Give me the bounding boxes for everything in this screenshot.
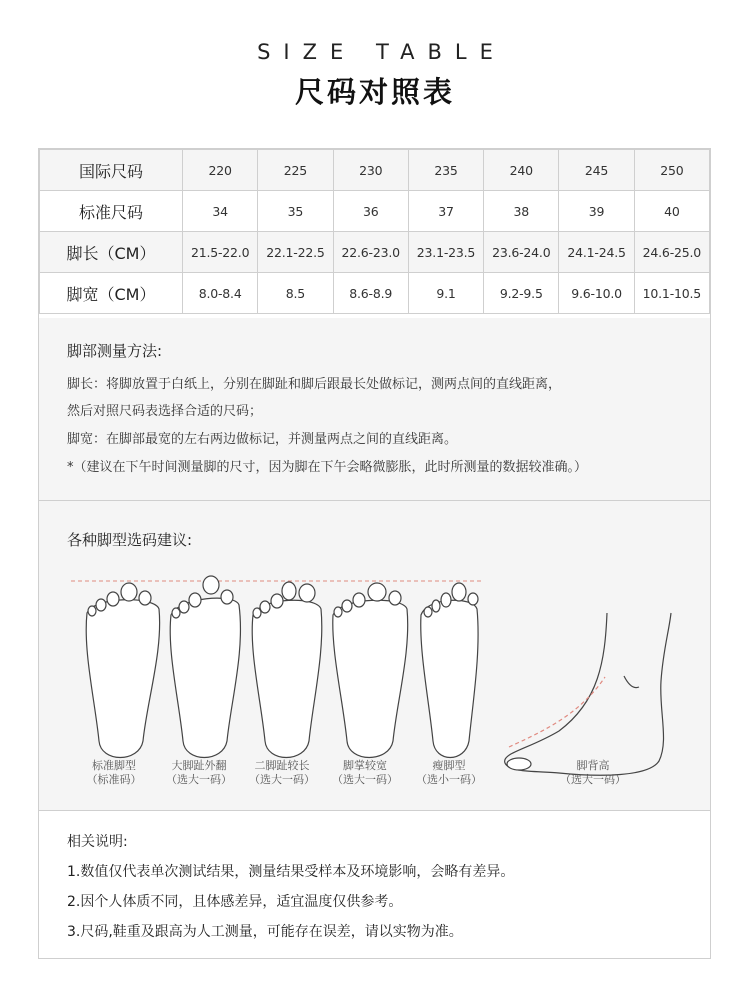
table-cell: 245: [559, 150, 634, 191]
high-instep-foot-icon: [505, 613, 671, 775]
table-cell: 34: [183, 191, 258, 232]
row-header: 脚长（CM）: [40, 232, 183, 273]
note-line: 1.数值仅代表单次测试结果，测量结果受样本及环境影响，会略有差异。: [67, 864, 515, 880]
note-line: 2.因个人体质不同，且体感差异，适宜温度仅供参考。: [67, 894, 403, 910]
table-cell: 22.1-22.5: [258, 232, 333, 273]
table-cell: 24.1-24.5: [559, 232, 634, 273]
table-cell: 8.6-8.9: [333, 273, 408, 314]
bunion-foot-icon: [170, 576, 240, 758]
table-cell: 220: [183, 150, 258, 191]
size-chart-frame: [38, 148, 711, 959]
table-cell: 24.6-25.0: [634, 232, 709, 273]
table-cell: 37: [408, 191, 483, 232]
foot-type-label: 二脚趾较长 （选大一码）: [249, 759, 315, 786]
foot-type-title: 各种脚型选码建议:: [67, 531, 193, 549]
table-cell: 235: [408, 150, 483, 191]
standard-foot-icon: [86, 583, 159, 758]
foot-type-label: 标准脚型 （标准码）: [86, 759, 142, 786]
table-cell: 9.1: [408, 273, 483, 314]
table-cell: 23.1-23.5: [408, 232, 483, 273]
table-row: [40, 191, 710, 232]
table-row: [40, 232, 710, 273]
table-cell: 39: [559, 191, 634, 232]
long-second-toe-foot-icon: [252, 582, 322, 758]
table-cell: 8.5: [258, 273, 333, 314]
table-cell: 22.6-23.0: [333, 232, 408, 273]
header: [0, 40, 750, 111]
note-line: 3.尺码,鞋重及跟高为人工测量，可能存在误差，请以实物为准。: [67, 924, 463, 940]
table-cell: 230: [333, 150, 408, 191]
measurement-method-section: [39, 318, 710, 501]
wide-forefoot-icon: [333, 583, 408, 758]
measurement-line: 脚宽：在脚部最宽的左右两边做标记，并测量两点之间的直线距离。: [67, 432, 458, 447]
measurement-title: 脚部测量方法:: [67, 342, 163, 360]
table-cell: 38: [484, 191, 559, 232]
foot-type-label: 脚掌较宽 （选大一码）: [332, 759, 398, 786]
table-cell: 8.0-8.4: [183, 273, 258, 314]
foot-type-section: [39, 501, 710, 811]
table-cell: 240: [484, 150, 559, 191]
table-row: [40, 273, 710, 314]
row-header: 国际尺码: [40, 150, 183, 191]
table-cell: 225: [258, 150, 333, 191]
table-cell: 40: [634, 191, 709, 232]
narrow-foot-icon: [421, 583, 478, 758]
table-cell: 9.2-9.5: [484, 273, 559, 314]
foot-type-label: 大脚趾外翻 （选大一码）: [166, 759, 232, 786]
row-header: 标准尺码: [40, 191, 183, 232]
measurement-line: 然后对照尺码表选择合适的尺码；: [67, 404, 263, 419]
notes-section: [39, 811, 710, 958]
chinese-title: 尺码对照表: [294, 75, 455, 109]
row-header: 脚宽（CM）: [40, 273, 183, 314]
table-cell: 250: [634, 150, 709, 191]
notes-title: 相关说明:: [67, 834, 128, 850]
foot-type-label: 脚背高 （选大一码）: [560, 759, 626, 786]
foot-type-label: 瘦脚型 （选小一码）: [416, 759, 482, 786]
table-cell: 23.6-24.0: [484, 232, 559, 273]
table-cell: 9.6-10.0: [559, 273, 634, 314]
table-row: [40, 150, 710, 191]
table-cell: 21.5-22.0: [183, 232, 258, 273]
table-cell: 36: [333, 191, 408, 232]
english-title: SIZE TABLE: [257, 40, 506, 64]
measurement-line: *（建议在下午时间测量脚的尺寸，因为脚在下午会略微膨胀，此时所测量的数据较准确。）: [67, 460, 588, 475]
table-cell: 10.1-10.5: [634, 273, 709, 314]
size-table: [39, 149, 710, 314]
table-cell: 35: [258, 191, 333, 232]
measurement-line: 脚长：将脚放置于白纸上，分别在脚趾和脚后跟最长处做标记，测两点间的直线距离，: [67, 377, 562, 392]
